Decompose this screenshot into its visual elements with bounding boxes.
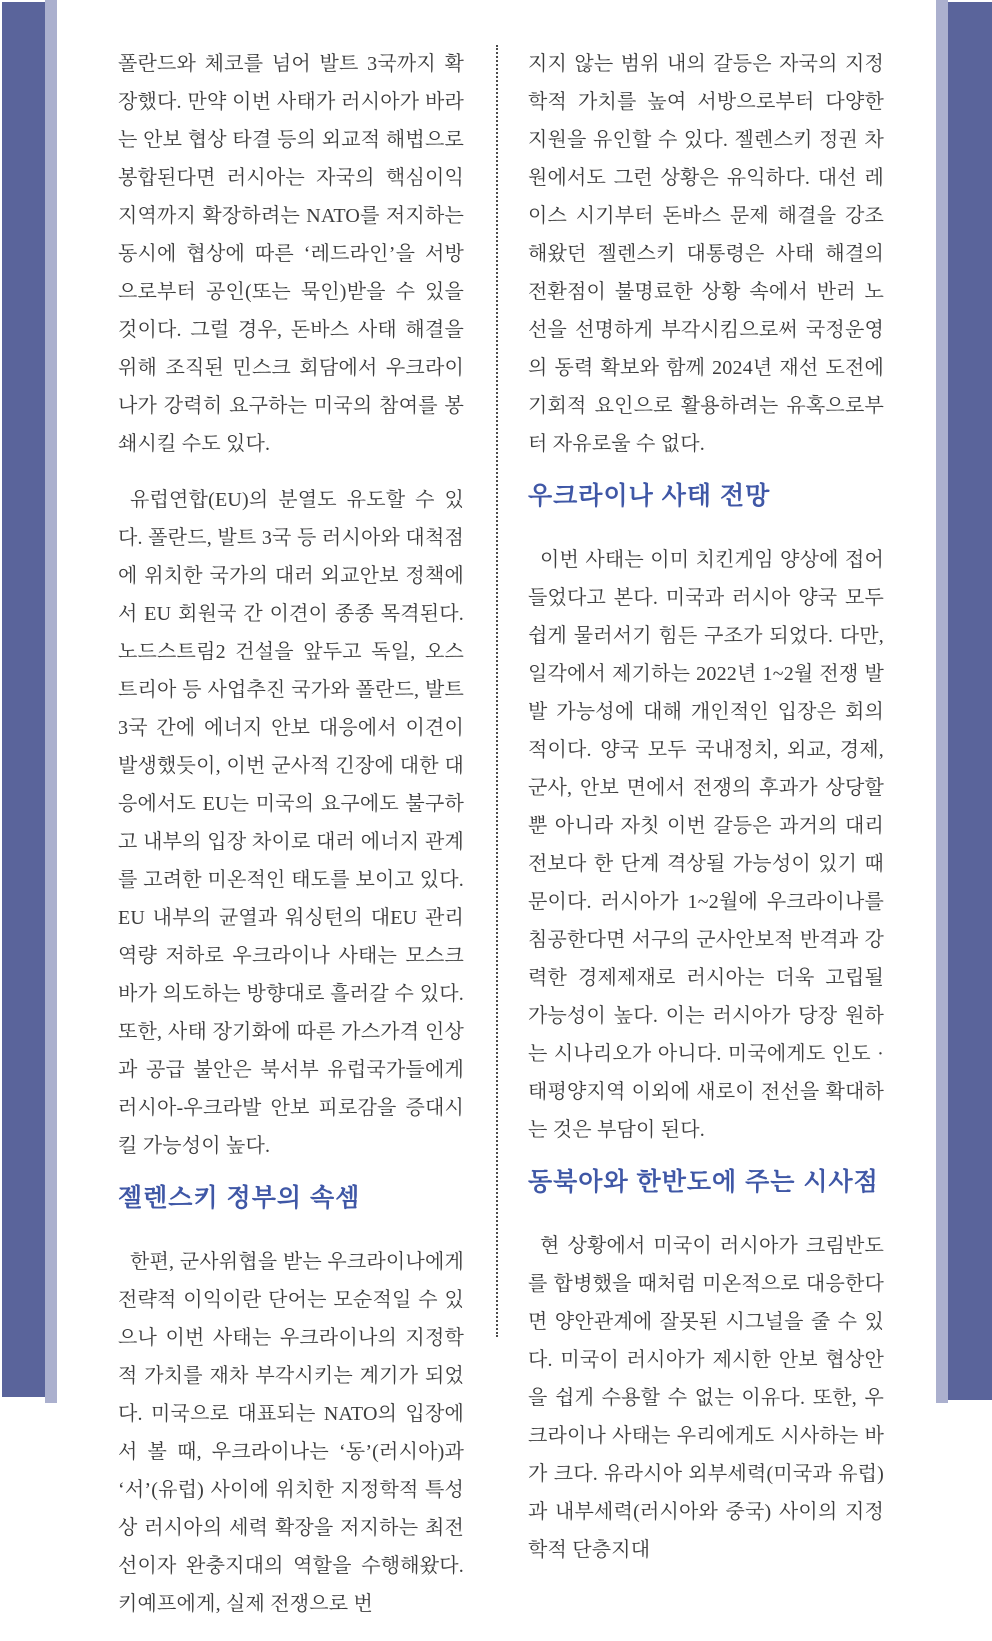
section-heading-korea-implications: 동북아와 한반도에 주는 시사점	[528, 1168, 879, 1196]
paragraph-nato-expansion: 폴란드와 체코를 넘어 발트 3국까지 확장했다. 만약 이번 사태가 러시아가 바라는 안보 협상 타결 등의 외교적 해법으로 봉합된다면 러시아는 자국의 핵심이익 지역까지 확장하려는 NATO를 저지하는 동시에 협상에 따른 ‘레드라인’을 서방으로부터 공인(또는 묵인)받을 수 있을 것이다. 그럴 경우, 돈바스 사태 해결을 위해 조직된 민스크 회담에서 우크라이나가 강력히 요구하는 미국의 참여를 봉쇄시킬 수도 있다.	[118, 53, 464, 455]
right-accent-strip	[936, 0, 948, 1403]
paragraph-korea-implications: 현 상황에서 미국이 러시아가 크림반도를 합병했을 때처럼 미온적으로 대응한다면 양안관계에 잘못된 시그널을 줄 수 있다. 미국이 러시아가 제시한 안보 협상안을 쉽게 수용할 수 없는 이유다. 또한, 우크라이나 사태는 우리에게도 시사하는 바가 크다. 유라시아 외부세력(미국과 유럽)과 내부세력(러시아와 중국) 사이의 지정학적 단층지대	[528, 1235, 884, 1561]
paragraph-eu-division: 유럽연합(EU)의 분열도 유도할 수 있다. 폴란드, 발트 3국 등 러시아와 대척점에 위치한 국가의 대러 외교안보 정책에서 EU 회원국 간 이견이 종종 목격된다. 노드스트림2 건설을 앞두고 독일, 오스트리아 등 사업추진 국가와 폴란드, 발트 3국 간에 에너지 안보 대응에서 이견이 발생했듯이, 이번 군사적 긴장에 대한 대응에서도 EU는 미국의 요구에도 불구하고 내부의 입장 차이로 대러 에너지 관계를 고려한 미온적인 태도를 보이고 있다. EU 내부의 균열과 워싱턴의 대EU 관리 역량 저하로 우크라이나 사태는 모스크바가 의도하는 방향대로 흘러갈 수 있다. 또한, 사태 장기화에 따른 가스가격 인상과 공급 불안은 북서부 유럽국가들에게 러시아-우크라발 안보 피로감을 증대시킬 가능성이 높다.	[118, 489, 464, 1157]
section-heading-zelensky-intent: 젤렌스키 정부의 속셈	[118, 1184, 361, 1212]
paragraph-ukraine-geopolitics: 한편, 군사위협을 받는 우크라이나에게 전략적 이익이란 단어는 모순적일 수 있으나 이번 사태는 우크라이나의 지정학적 가치를 재차 부각시키는 계기가 되었다. 미국으로 대표되는 NATO의 입장에서 볼 때, 우크라이나는 ‘동’(러시아)과 ‘서’(유럽) 사이에 위치한 지정학적 특성상 러시아의 세력 확장을 저지하는 최전선이자 완충지대의 역할을 수행해왔다. 키예프에게, 실제 전쟁으로 번	[118, 1251, 464, 1615]
right-column	[528, 45, 884, 1587]
paragraph-zelensky-leverage: 지지 않는 범위 내의 갈등은 자국의 지정학적 가치를 높여 서방으로부터 다양한 지원을 유인할 수 있다. 젤렌스키 정권 차원에서도 그런 상황은 유익하다. 대선 레이스 시기부터 돈바스 문제 해결을 강조해왔던 젤렌스키 대통령은 사태 해결의 전환점이 불명료한 상황 속에서 반러 노선을 선명하게 부각시킴으로써 국정운영의 동력 확보와 함께 2024년 재선 도전에 기회적 요인으로 활용하려는 유혹으로부터 자유로울 수 없다.	[528, 53, 884, 455]
section-heading-ukraine-outlook: 우크라이나 사태 전망	[528, 482, 771, 510]
left-column	[118, 45, 464, 1641]
column-separator-dotted-line	[496, 45, 498, 1337]
paragraph-chicken-game: 이번 사태는 이미 치킨게임 양상에 접어들었다고 본다. 미국과 러시아 양국 모두 쉽게 물러서기 힘든 구조가 되었다. 다만, 일각에서 제기하는 2022년 1~2월 전쟁 발발 가능성에 대해 개인적인 입장은 회의적이다. 양국 모두 국내정치, 외교, 경제, 군사, 안보 면에서 전쟁의 후과가 상당할 뿐 아니라 자칫 이번 갈등은 과거의 대리전보다 한 단계 격상될 가능성이 있기 때문이다. 러시아가 1~2월에 우크라이나를 침공한다면 서구의 군사안보적 반격과 강력한 경제제재로 러시아는 더욱 고립될 가능성이 높다. 이는 러시아가 당장 원하는 시나리오가 아니다. 미국에게도 인도 · 태평양지역 이외에 새로이 전선을 확대하는 것은 부담이 된다.	[528, 549, 884, 1141]
right-accent-bar	[948, 2, 992, 1400]
left-accent-bar	[2, 2, 45, 1397]
left-accent-strip	[45, 0, 57, 1403]
